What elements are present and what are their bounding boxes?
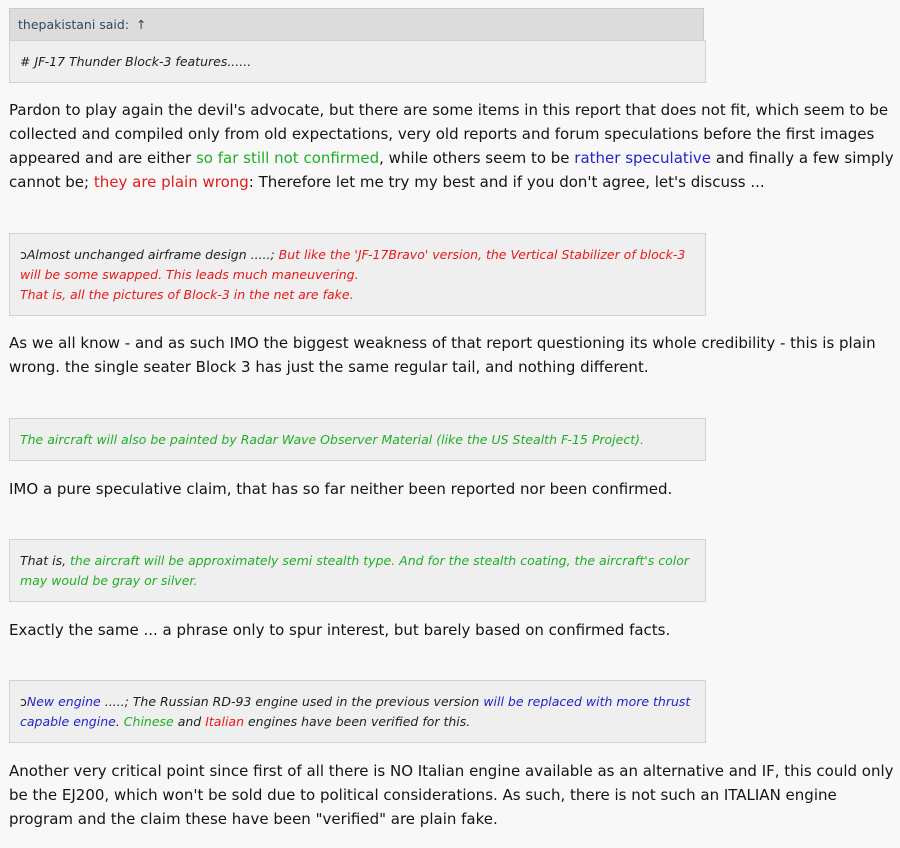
highlight-not-confirmed: so far still not confirmed	[195, 149, 380, 167]
paragraph-engine: Another very critical point since first of all there is NO Italian engine available as an alternative and IF, this could only be the EJ200, which won't be sold due to political considerations. As such, there is not such an ITALIAN engine program and the claim these have been "verified" are plain fake.	[9, 762, 894, 828]
quote-symbol-icon: ↄ	[20, 694, 27, 709]
quote-text: That is, the aircraft will be approximately semi stealth type. And for the stealth coating, the aircraft's color may would be gray or silver.	[20, 553, 689, 588]
quote-block-airframe	[9, 233, 706, 316]
quote-block-paint	[9, 418, 706, 461]
paragraph-tail: As we all know - and as such IMO the biggest weakness of that report questioning its whole credibility - this is plain wrong. the single seater Block 3 has just the same regular tail, and nothing different.	[9, 334, 876, 376]
quote-text: ↄNew engine .....; The Russian RD-93 engine used in the previous version will be replaced with more thrust capable engine. Chinese and Italian engines have been verified for this.	[20, 694, 691, 729]
paragraph-same: Exactly the same ... a phrase only to spur interest, but barely based on confirmed facts.	[9, 621, 671, 639]
quote-block-stealth	[9, 539, 706, 602]
quote-block-engine	[9, 680, 706, 743]
quote-symbol-icon: ↄ	[20, 247, 27, 262]
paragraph-intro: Pardon to play again the devil's advocate, but there are some items in this report that does not fit, which seem to be collected and compiled only from old expectations, very old reports and forum speculations before the first images appeared and are either so far still not confirmed, while others seem to be rather speculative and finally a few simply cannot be; they are plain wrong: Therefore let me try my best and if you don't agree, let's discuss ...	[9, 101, 894, 191]
paragraph-speculative: IMO a pure speculative claim, that has so far neither been reported nor been confirmed.	[9, 480, 673, 498]
highlight-plain-wrong: they are plain wrong	[93, 173, 249, 191]
quote-block-title	[9, 40, 706, 83]
jump-to-post-arrow-icon[interactable]: ↑	[136, 17, 147, 32]
quote-text: # JF-17 Thunder Block-3 features......	[20, 54, 252, 69]
quote-author: thepakistani said:	[18, 17, 130, 32]
highlight-speculative: rather speculative	[574, 149, 712, 167]
quote-attribution	[9, 8, 704, 40]
quote-text: ↄAlmost unchanged airframe design .....; But like the 'JF-17Bravo' version, the Vertical Stabilizer of block-3 will be some swapped. This leads much maneuvering. That is, all the pictures of Block-3 in the net are fake.	[20, 247, 686, 302]
quote-text: The aircraft will also be painted by Radar Wave Observer Material (like the US Stealth F-15 Project).	[20, 432, 644, 447]
